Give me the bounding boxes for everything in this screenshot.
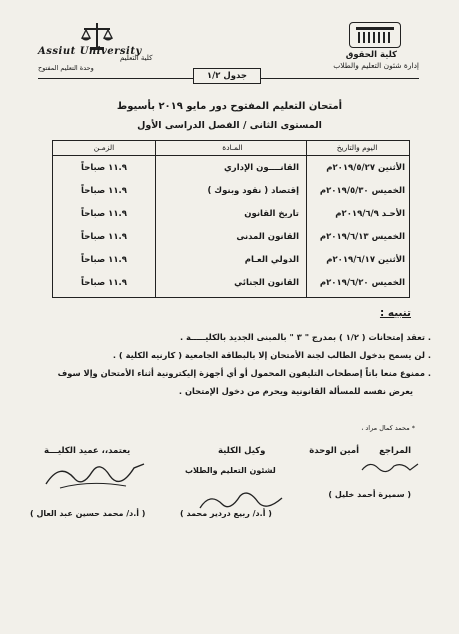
exam-title: أمتحان التعليم المفتوح دور مايو ٢٠١٩ بأسيوط (116, 101, 343, 112)
faculty-department: إدارة شئون التعليم والطلاب (333, 61, 419, 70)
faculty-logo (349, 22, 401, 48)
faculty-name: كلية الحقوق (345, 50, 397, 60)
row-subject: تاريخ القانون (244, 209, 299, 219)
row-date: الخميس ٢٠١٩/٦/٢٠م (319, 278, 405, 288)
notice-item: . تعقد إمتحانات ( ١/٢ ) بمدرج " ٣ " بالمبنى الجديد بالكليـــــة . (179, 332, 431, 342)
unit-secretary-title: أمين الوحدة (309, 446, 359, 456)
row-date: الأحـد ٢٠١٩/٦/٩م (335, 209, 405, 219)
table-row (53, 226, 409, 248)
university-name-en: Assiut University (38, 46, 142, 57)
row-date: الخميس ٢٠١٩/٦/١٣م (319, 232, 405, 242)
row-time: ١١.٩ صباحاً (81, 255, 127, 265)
notice-heading: تنبيه : (379, 307, 411, 319)
table-number-label: جدول ١/٢ (193, 68, 261, 84)
university-name-ar: كلية التعليم (120, 54, 153, 62)
vice-dean-subtitle: لشئون التعليم والطلاب (185, 466, 276, 475)
vice-dean-title: وكيل الكلية (218, 446, 266, 456)
row-subject: إقتصاد ( نقود وبنوك ) (207, 186, 299, 196)
table-header-row (53, 141, 409, 156)
table-row (53, 157, 409, 179)
column-header-date: اليوم والتاريخ (336, 143, 378, 152)
notice-item: . ممنوع منعا باتاً إصطحاب التليفون المحمول أو أي أجهزة إليكترونية أثناء الأمتحان وإلا سوف (57, 368, 431, 378)
row-time: ١١.٩ صباحاً (81, 232, 127, 242)
notice-item: . لن يسمح بدخول الطالب لجنة الأمتحان إلا بالبطاقة الجامعية ( كارنيه الكلية ) . (112, 350, 431, 360)
row-subject: القانــــون الإداري (224, 163, 299, 173)
row-date: الأثنين ٢٠١٩/٦/١٧م (326, 255, 405, 265)
preparer-note: * محمد كمال مراد ، (361, 424, 415, 432)
vice-dean-name: ( أ.د/ ربيع دردير محمد ) (180, 509, 272, 518)
row-time: ١١.٩ صباحاً (81, 278, 127, 288)
row-subject: الدولي العـام (244, 255, 299, 265)
row-date: الأثنين ٢٠١٩/٥/٢٧م (326, 163, 405, 173)
table-row (53, 272, 409, 294)
column-header-time: الزمـن (93, 143, 115, 152)
reviewer-title: المراجع (379, 446, 411, 456)
table-row (53, 180, 409, 202)
exam-level: المستوى الثانى / الفصل الدراسى الأول (137, 120, 322, 131)
row-time: ١١.٩ صباحاً (81, 209, 127, 219)
dean-signature (40, 458, 150, 494)
row-subject: القانون الجنائي (234, 278, 299, 288)
dean-name: ( أ.د/ محمد حسين عبد العال ) (30, 509, 146, 518)
notice-item: يعرض نفسه للمسألة القانونية ويحرم من دخول الإمتحان . (178, 386, 413, 396)
dean-title: يعتمد،، عميد الكليـــة (44, 446, 131, 456)
row-date: الخميس ٢٠١٩/٥/٣٠م (319, 186, 405, 196)
column-header-subject: المـادة (222, 143, 243, 152)
university-subtitle: وحدة التعليم المفتوح (38, 64, 94, 72)
table-row (53, 249, 409, 271)
table-row (53, 203, 409, 225)
notice-list (11, 328, 431, 400)
row-time: ١١.٩ صباحاً (81, 186, 127, 196)
row-subject: القانون المدنى (236, 232, 299, 242)
reviewer-signature (360, 456, 420, 478)
exam-schedule-table (52, 140, 410, 298)
row-time: ١١.٩ صباحاً (81, 163, 127, 173)
reviewer-name: ( سميرة أحمد خليل ) (328, 490, 411, 499)
